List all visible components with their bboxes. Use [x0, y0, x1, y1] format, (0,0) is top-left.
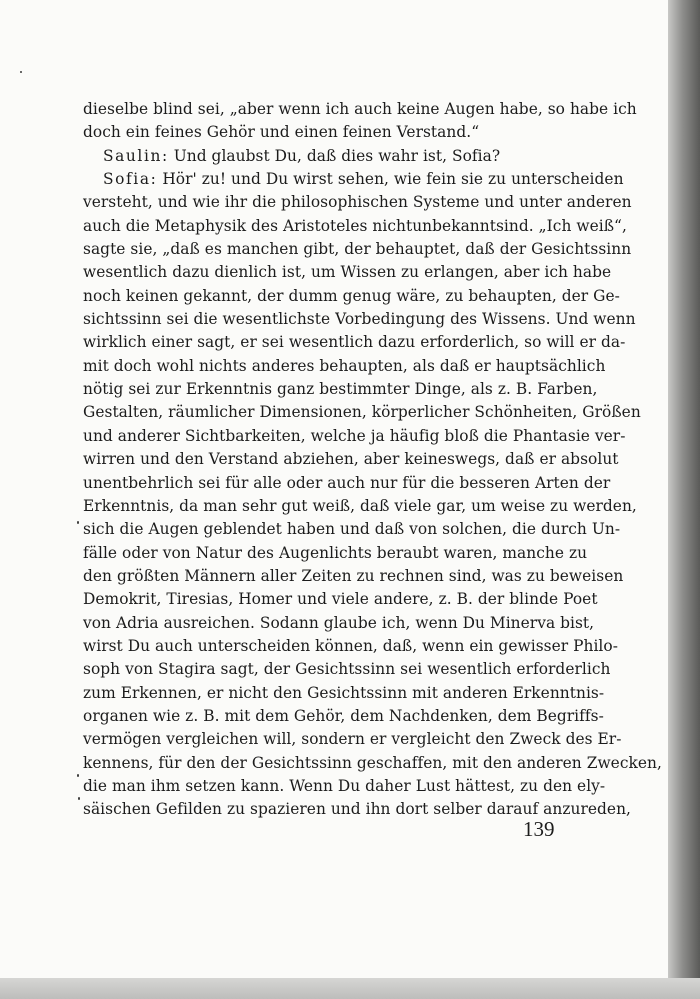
- text-line: wirklich einer sagt, er sei wesentlich dazu erforderlich, so will er da-: [83, 333, 626, 352]
- speaker-name: Sofia:: [103, 170, 158, 189]
- speaker-name: Saulin:: [103, 146, 169, 165]
- text-line: den größten Männern aller Zeiten zu rechnen sind, was zu beweisen: [83, 566, 624, 585]
- scan-speck: [78, 797, 80, 800]
- dialogue-text: Und glaubst Du, daß dies wahr ist, Sofia?: [168, 146, 501, 165]
- text-line: noch keinen gekannt, der dumm genug wäre, zu behaupten, der Ge-: [83, 286, 620, 305]
- page-number: 139: [523, 817, 555, 841]
- text-line: sagte sie, „daß es manchen gibt, der behauptet, daß der Gesichtssinn: [83, 240, 632, 259]
- text-line: auch die Metaphysik des Aristoteles nichtunbekanntsind. „Ich weiß“,: [83, 216, 627, 235]
- text-line: fälle oder von Natur des Augenlichts beraubt waren, manche zu: [83, 543, 588, 562]
- dialogue-line: [83, 145, 567, 168]
- text-line: wesentlich dazu dienlich ist, um Wissen zu erlangen, aber ich habe: [83, 263, 612, 282]
- text-line: wirren und den Verstand abziehen, aber keineswegs, daß er absolut: [83, 450, 619, 469]
- text-line: versteht, und wie ihr die philosophischen Systeme und unter anderen: [83, 193, 632, 212]
- text-line: doch ein feines Gehör und einen feinen Verstand.“: [83, 123, 480, 142]
- text-line: die man ihm setzen kann. Wenn Du daher Lust hättest, zu den ely-: [83, 776, 606, 795]
- text-line: dieselbe blind sei, „aber wenn ich auch keine Augen habe, so habe ich: [83, 100, 637, 118]
- body-text: [83, 98, 662, 845]
- page-edge-shadow: [668, 0, 700, 999]
- text-line: soph von Stagira sagt, der Gesichtssinn sei wesentlich erforderlich: [83, 660, 611, 679]
- scan-speck: [77, 521, 79, 524]
- text-line: wirst Du auch unterscheiden können, daß, wenn ein gewisser Philo-: [83, 636, 618, 655]
- text-line: unentbehrlich sei für alle oder auch nur für die besseren Arten der: [83, 473, 611, 492]
- text-line: kennens, für den der Gesichtssinn geschaffen, mit den anderen Zwecken,: [83, 753, 662, 772]
- text-line: nötig sei zur Erkenntnis ganz bestimmter Dinge, als z. B. Farben,: [83, 380, 598, 399]
- text-line: organen wie z. B. mit dem Gehör, dem Nachdenken, dem Begriffs-: [83, 706, 604, 725]
- text-line: Gestalten, räumlicher Dimensionen, körperlicher Schönheiten, Größen: [83, 403, 641, 422]
- scan-speck: [20, 71, 22, 73]
- text-line: Erkenntnis, da man sehr gut weiß, daß viele gar, um weise zu werden,: [83, 496, 637, 515]
- text-line: sich die Augen geblendet haben und daß von solchen, die durch Un-: [83, 520, 621, 539]
- dialogue-line: [83, 168, 624, 191]
- text-line: zum Erkennen, er nicht den Gesichtssinn mit anderen Erkenntnis-: [83, 683, 605, 702]
- text-line: säischen Gefilden zu spazieren und ihn dort selber darauf anzureden,: [83, 800, 631, 819]
- scan-speck: [77, 774, 79, 777]
- text-line: vermögen vergleichen will, sondern er vergleicht den Zweck des Er-: [83, 730, 622, 749]
- text-line: von Adria ausreichen. Sodann glaube ich, wenn Du Minerva bist,: [83, 613, 595, 632]
- text-line: [83, 822, 567, 845]
- text-line: und anderer Sichtbarkeiten, welche ja häufig bloß die Phantasie ver-: [83, 426, 626, 445]
- text-line: mit doch wohl nichts anderes behaupten, als daß er hauptsächlich: [83, 356, 606, 375]
- text-line: Demokrit, Tiresias, Homer und viele andere, z. B. der blinde Poet: [83, 590, 598, 609]
- dialogue-text: Hör' zu! und Du wirst sehen, wie fein sie zu unterscheiden: [157, 170, 624, 189]
- text-line: sichtssinn sei die wesentlichste Vorbedingung des Wissens. Und wenn: [83, 310, 636, 329]
- page-bottom-shadow: [0, 978, 700, 999]
